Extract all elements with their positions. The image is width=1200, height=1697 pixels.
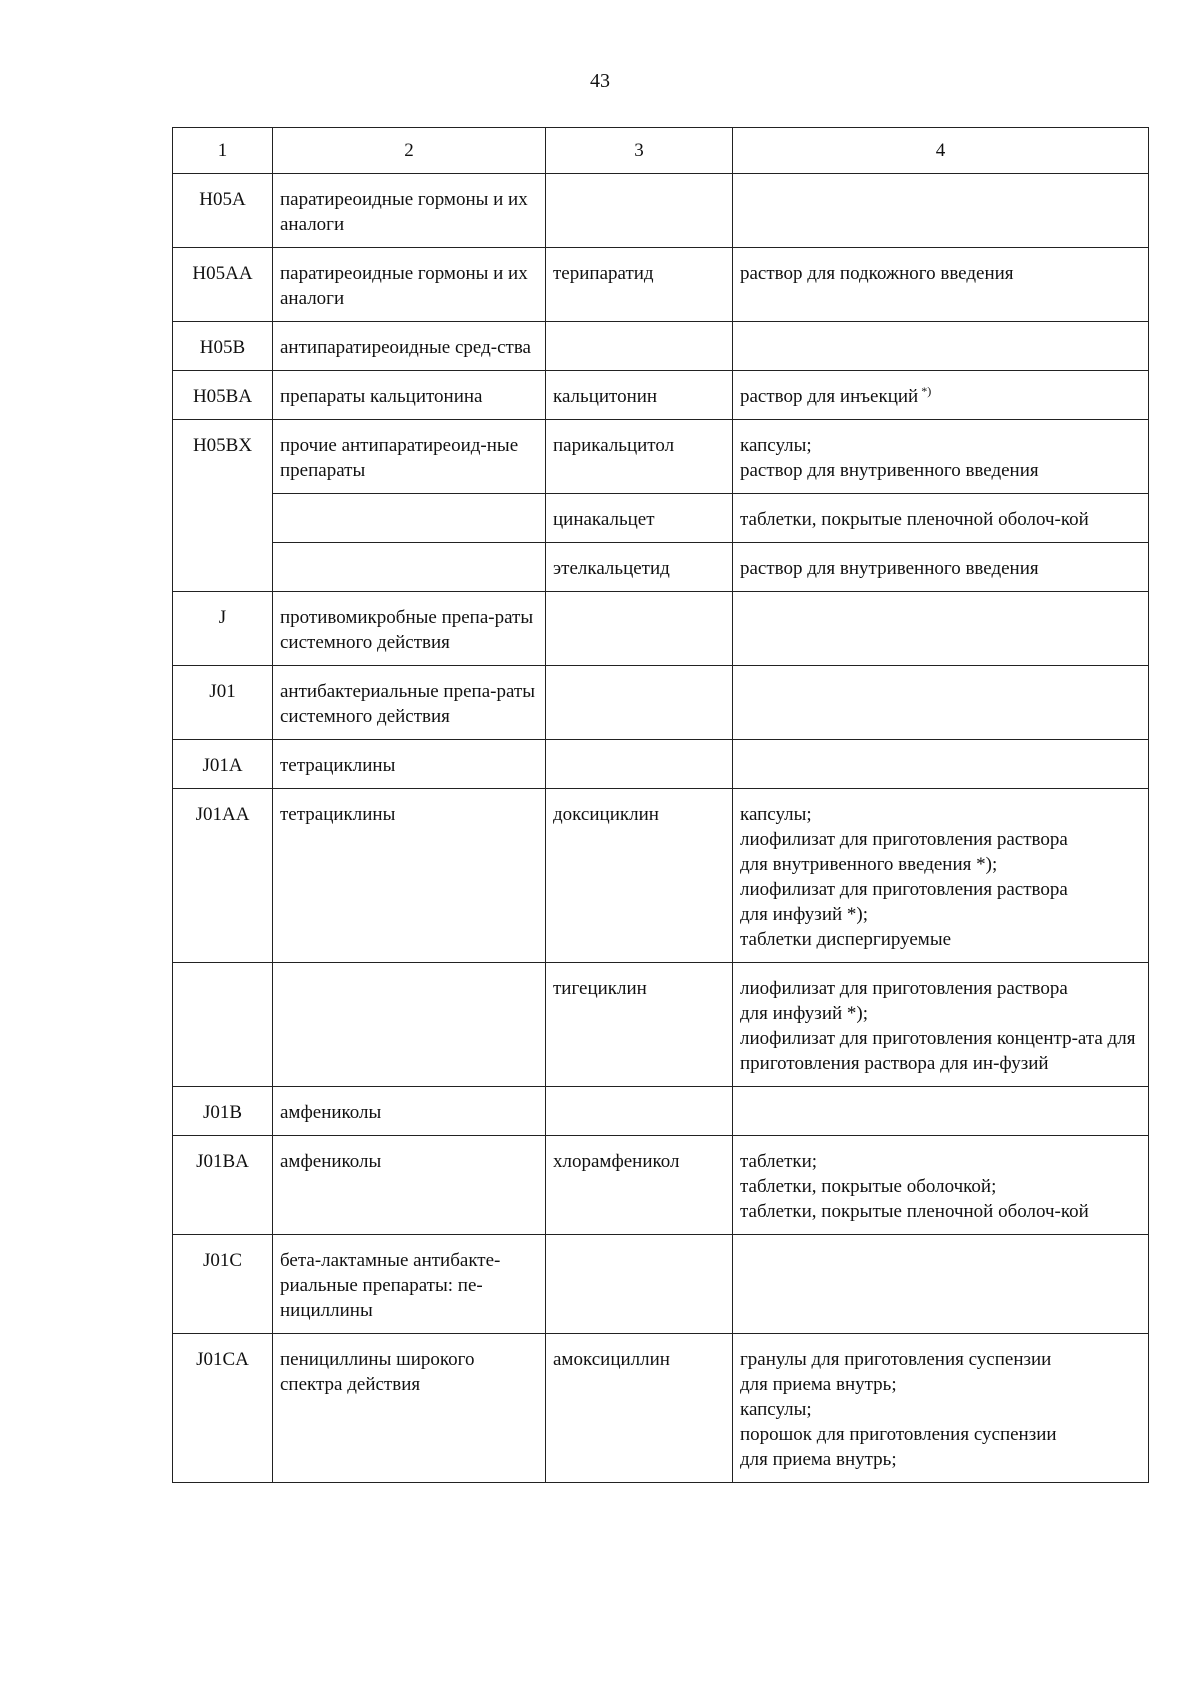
table-row [173, 1136, 1149, 1235]
dosage-form: для приема внутрь; [740, 1449, 897, 1470]
atc-code: J01BA [173, 1136, 273, 1235]
header-cell-1: 1 [173, 128, 273, 174]
table-row [173, 1087, 1149, 1136]
group-name: антипаратиреоидные сред-ства [273, 322, 546, 371]
dosage-forms [733, 322, 1149, 371]
dosage-forms [733, 1235, 1149, 1334]
atc-code: H05BA [173, 371, 273, 420]
table-row [173, 543, 1149, 592]
group-name [273, 494, 546, 543]
dosage-form: раствор для инъекций [740, 386, 919, 407]
dosage-form: лиофилизат для приготовления раствора [740, 879, 1068, 900]
group-name: бета-лактамные антибакте-риальные препараты: пе-нициллины [273, 1235, 546, 1334]
dosage-forms [733, 1087, 1149, 1136]
dosage-forms [733, 789, 1149, 963]
dosage-form: капсулы; [740, 435, 812, 456]
drug-name: парикальцитол [546, 420, 733, 494]
table-row [173, 740, 1149, 789]
atc-code: J01C [173, 1235, 273, 1334]
atc-code: J [173, 592, 273, 666]
dosage-form: таблетки, покрытые оболочкой; [740, 1176, 997, 1197]
dosage-form: для внутривенного введения *); [740, 854, 998, 875]
footnote-mark: *) [921, 384, 932, 398]
dosage-forms [733, 543, 1149, 592]
atc-code: H05AA [173, 248, 273, 322]
group-name: тетрациклины [273, 740, 546, 789]
group-name: противомикробные препа-раты системного действия [273, 592, 546, 666]
group-name: антибактериальные препа-раты системного действия [273, 666, 546, 740]
table-header-row [173, 128, 1149, 174]
dosage-forms [733, 740, 1149, 789]
dosage-forms [733, 592, 1149, 666]
atc-code: J01A [173, 740, 273, 789]
dosage-form: лиофилизат для приготовления раствора [740, 829, 1068, 850]
dosage-form: раствор для внутривенного введения [740, 558, 1039, 579]
drug-name: цинакальцет [546, 494, 733, 543]
group-name: прочие антипаратиреоид-ные препараты [273, 420, 546, 494]
dosage-form: гранулы для приготовления суспензии [740, 1349, 1052, 1370]
dosage-forms [733, 1136, 1149, 1235]
atc-code: J01AA [173, 789, 273, 963]
table-row [173, 322, 1149, 371]
table-row [173, 666, 1149, 740]
dosage-form: таблетки, покрытые пленочной оболоч-кой [740, 1201, 1089, 1222]
dosage-form: капсулы; [740, 1399, 812, 1420]
dosage-form: для приема внутрь; [740, 1374, 897, 1395]
drug-name [546, 174, 733, 248]
atc-code: J01CA [173, 1334, 273, 1483]
dosage-forms [733, 963, 1149, 1087]
dosage-form: таблетки; [740, 1151, 818, 1172]
group-name: паратиреоидные гормоны и их аналоги [273, 174, 546, 248]
drug-name: тигециклин [546, 963, 733, 1087]
dosage-form: порошок для приготовления суспензии [740, 1424, 1057, 1445]
table-row [173, 420, 1149, 494]
table-row [173, 592, 1149, 666]
atc-code: J01B [173, 1087, 273, 1136]
atc-code: J01 [173, 666, 273, 740]
header-cell-3: 3 [546, 128, 733, 174]
atc-code [173, 543, 273, 592]
dosage-form: таблетки, покрытые пленочной оболоч-кой [740, 509, 1089, 530]
dosage-forms [733, 371, 1149, 420]
group-name: амфениколы [273, 1087, 546, 1136]
atc-code [173, 494, 273, 543]
drug-name: кальцитонин [546, 371, 733, 420]
header-cell-4: 4 [733, 128, 1149, 174]
table-row [173, 1334, 1149, 1483]
drug-name [546, 666, 733, 740]
table-row [173, 494, 1149, 543]
atc-code: H05B [173, 322, 273, 371]
dosage-forms [733, 174, 1149, 248]
atc-code [173, 963, 273, 1087]
atc-code: H05A [173, 174, 273, 248]
group-name: тетрациклины [273, 789, 546, 963]
table-row [173, 248, 1149, 322]
table-row [173, 371, 1149, 420]
header-cell-2: 2 [273, 128, 546, 174]
dosage-form: для инфузий *); [740, 904, 869, 925]
table-row [173, 789, 1149, 963]
drug-name: этелкальцетид [546, 543, 733, 592]
drug-name [546, 1087, 733, 1136]
dosage-form: лиофилизат для приготовления раствора [740, 978, 1068, 999]
drug-name [546, 1235, 733, 1334]
group-name [273, 543, 546, 592]
group-name: препараты кальцитонина [273, 371, 546, 420]
dosage-forms [733, 248, 1149, 322]
dosage-form: таблетки диспергируемые [740, 929, 952, 950]
table-row [173, 174, 1149, 248]
dosage-forms [733, 666, 1149, 740]
drug-name [546, 740, 733, 789]
drug-name [546, 592, 733, 666]
drug-name: амоксициллин [546, 1334, 733, 1483]
table-row [173, 1235, 1149, 1334]
drug-name [546, 322, 733, 371]
dosage-form: лиофилизат для приготовления концентр-ата для приготовления раствора для ин-фузий [740, 1028, 1136, 1074]
drug-table [172, 127, 1149, 1483]
dosage-forms [733, 494, 1149, 543]
dosage-forms [733, 1334, 1149, 1483]
page-number: 43 [590, 70, 610, 92]
dosage-form: раствор для внутривенного введения [740, 460, 1039, 481]
dosage-form: капсулы; [740, 804, 812, 825]
drug-name: терипаратид [546, 248, 733, 322]
atc-code: H05BX [173, 420, 273, 494]
dosage-form: для инфузий *); [740, 1003, 869, 1024]
drug-name: хлорамфеникол [546, 1136, 733, 1235]
group-name: паратиреоидные гормоны и их аналоги [273, 248, 546, 322]
dosage-form: раствор для подкожного введения [740, 263, 1014, 284]
table-row [173, 963, 1149, 1087]
group-name [273, 963, 546, 1087]
group-name: амфениколы [273, 1136, 546, 1235]
drug-name: доксициклин [546, 789, 733, 963]
dosage-forms [733, 420, 1149, 494]
group-name: пенициллины широкого спектра действия [273, 1334, 546, 1483]
